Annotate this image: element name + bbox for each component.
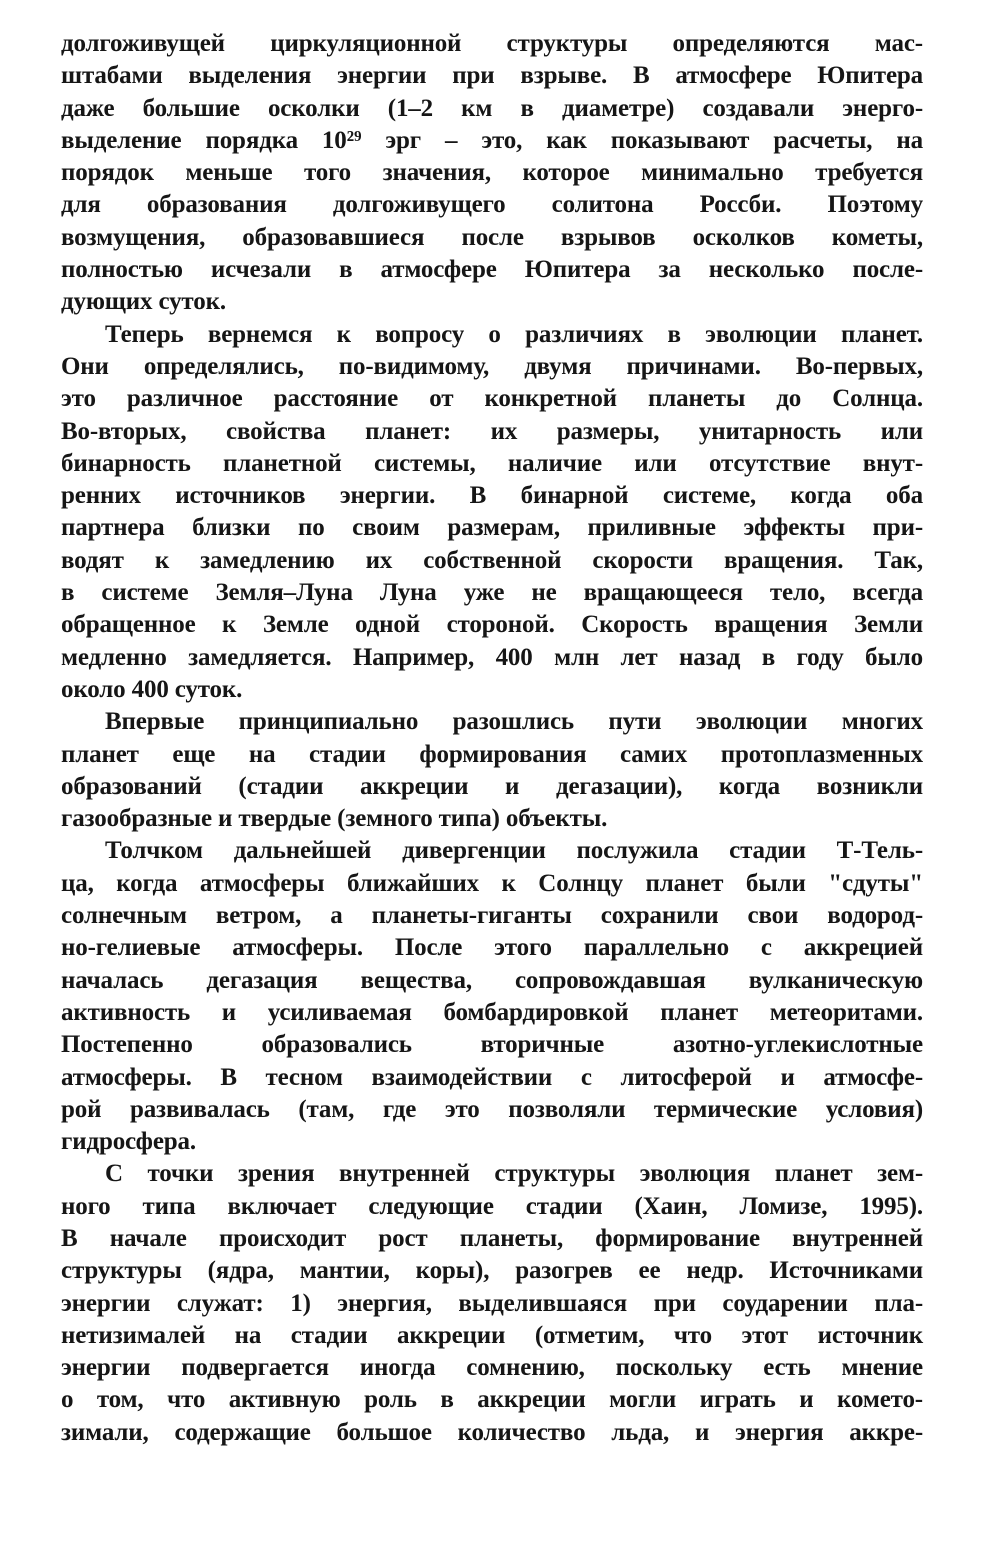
text-line: для образования долгоживущего солитона Россби. Поэтому: [61, 191, 923, 219]
paragraph: [61, 319, 923, 707]
text-line: выделение порядка 10²⁹ эрг – это, как показывают расчеты, на: [61, 126, 923, 154]
text-line: полностью исчезали в атмосфере Юпитера за несколько после-: [61, 256, 923, 284]
paragraph: [61, 1158, 923, 1449]
paragraph: [61, 706, 923, 835]
text-line: водят к замедлению их собственной скорости вращения. Так,: [61, 546, 923, 574]
text-line: С точки зрения внутренней структуры эволюция планет зем-: [105, 1160, 923, 1188]
text-line: дующих суток.: [61, 288, 226, 316]
text-line: гидросфера.: [61, 1128, 196, 1156]
text-line: образований (стадии аккреции и дегазации), когда возникли: [61, 772, 923, 800]
text-line: зимали, содержащие большое количество льда, и энергия аккре-: [61, 1418, 923, 1446]
text-line: партнера близки по своим размерам, приливные эффекты при-: [61, 514, 923, 542]
text-line: штабами выделения энергии при взрыве. В атмосфере Юпитера: [61, 62, 923, 90]
text-line: возмущения, образовавшиеся после взрывов осколков кометы,: [61, 223, 923, 251]
text-line: рой развивалась (там, где это позволяли термические условия): [61, 1095, 923, 1123]
text-line: Впервые принципиально разошлись пути эволюции многих: [105, 708, 923, 736]
text-line: около 400 суток.: [61, 675, 243, 703]
text-line: планет еще на стадии формирования самих протоплазменных: [61, 740, 923, 768]
text-line: Они определялись, по-видимому, двумя причинами. Во-первых,: [61, 352, 923, 380]
text-line: порядок меньше того значения, которое минимально требуется: [61, 159, 923, 187]
text-line: это различное расстояние от конкретной планеты до Солнца.: [61, 385, 923, 413]
text-line: Теперь вернемся к вопросу о различиях в эволюции планет.: [105, 320, 923, 348]
text-line: обращенное к Земле одной стороной. Скорость вращения Земли: [61, 611, 923, 639]
text-line: нетизималей на стадии аккреции (отметим, что этот источник: [61, 1321, 923, 1349]
text-line: в системе Земля–Луна Луна уже не вращающееся тело, всегда: [61, 579, 923, 607]
text-line: Толчком дальнейшей дивергенции послужила стадии Т-Тель-: [105, 837, 923, 865]
text-line: бинарность планетной системы, наличие или отсутствие внут-: [61, 449, 923, 477]
text-line: даже большие осколки (1–2 км в диаметре) создавали энерго-: [61, 94, 923, 122]
text-line: энергии служат: 1) энергия, выделившаяся при соударении пла-: [61, 1289, 923, 1317]
text-line: долгоживущей циркуляционной структуры определяются мас-: [61, 30, 923, 57]
text-line: ца, когда атмосферы ближайших к Солнцу планет были "сдуты": [61, 869, 923, 897]
text-line: Постепенно образовались вторичные азотно-углекислотные: [61, 1031, 923, 1059]
text-line: активность и усиливаемая бомбардировкой планет метеоритами.: [61, 998, 923, 1026]
text-line: ренних источников энергии. В бинарной системе, когда оба: [61, 482, 923, 510]
text-line: медленно замедляется. Например, 400 млн лет назад в году было: [61, 643, 923, 671]
text-line: о том, что активную роль в аккреции могли играть и комето-: [61, 1386, 923, 1414]
paragraph: [61, 835, 923, 1158]
text-line: структуры (ядра, мантии, коры), разогрев ее недр. Источниками: [61, 1257, 923, 1285]
text-line: В начале происходит рост планеты, формирование внутренней: [61, 1224, 923, 1252]
paragraph: [61, 28, 923, 319]
text-line: газообразные и твердые (земного типа) объекты.: [61, 805, 608, 833]
text-line: началась дегазация вещества, сопровождавшая вулканическую: [61, 966, 923, 994]
book-page-text: [61, 28, 923, 1449]
text-line: Во-вторых, свойства планет: их размеры, унитарность или: [61, 417, 923, 445]
text-line: энергии подвергается иногда сомнению, поскольку есть мнение: [61, 1354, 923, 1382]
text-line: ного типа включает следующие стадии (Хаин, Ломизе, 1995).: [61, 1192, 923, 1220]
text-line: но-гелиевые атмосферы. После этого параллельно с аккрецией: [61, 934, 923, 962]
text-line: атмосферы. В тесном взаимодействии с литосферой и атмосфе-: [61, 1063, 923, 1091]
text-line: солнечным ветром, а планеты-гиганты сохранили свои водород-: [61, 902, 923, 930]
